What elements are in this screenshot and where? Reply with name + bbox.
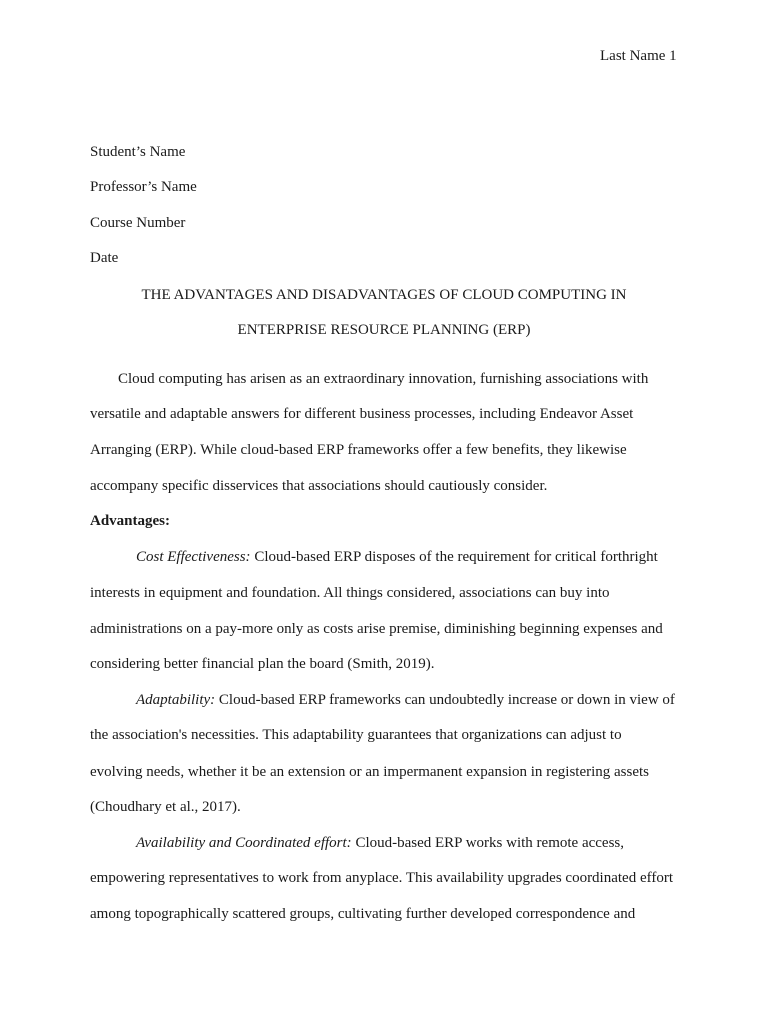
availability-line-2: empowering representatives to work from anyplace. This availability upgrades coordinated effort xyxy=(90,870,674,886)
course-number: Course Number xyxy=(90,215,186,231)
adaptability-line-3: evolving needs, whether it be an extension or an impermanent expansion in registering assets xyxy=(90,764,650,780)
availability-line-3: among topographically scattered groups, cultivating further developed correspondence and xyxy=(90,906,636,922)
cost-effectiveness-line-2: interests in equipment and foundation. All things considered, associations can buy into xyxy=(90,585,610,601)
adaptability-line-2: the association's necessities. This adaptability guarantees that organizations can adjust to xyxy=(90,727,622,743)
running-head: Last Name 1 xyxy=(600,48,677,64)
intro-line-1: Cloud computing has arisen as an extraordinary innovation, furnishing associations with xyxy=(118,371,649,387)
intro-line-3: Arranging (ERP). While cloud-based ERP frameworks offer a few benefits, they likewise xyxy=(90,442,627,458)
student-name: Student’s Name xyxy=(90,144,186,160)
date: Date xyxy=(90,250,119,266)
availability-label: Availability and Coordinated effort: xyxy=(136,835,352,851)
professor-name: Professor’s Name xyxy=(90,179,197,195)
title-line-2: ENTERPRISE RESOURCE PLANNING (ERP) xyxy=(237,322,531,338)
availability-text: Cloud-based ERP works with remote access, xyxy=(351,835,624,851)
intro-line-4: accompany specific disservices that associations should cautiously consider. xyxy=(90,478,548,494)
adaptability-line-1 xyxy=(136,690,675,710)
intro-line-2: versatile and adaptable answers for different business processes, including Endeavor Asset xyxy=(90,406,634,422)
cost-effectiveness-line-3: administrations on a pay-more only as costs arise premise, diminishing beginning expenses and xyxy=(90,621,663,637)
cost-effectiveness-line-1 xyxy=(136,547,658,567)
cost-effectiveness-line-4: considering better financial plan the board (Smith, 2019). xyxy=(90,656,435,672)
availability-line-1 xyxy=(136,833,624,853)
cost-effectiveness-text: Cloud-based ERP disposes of the requirement for critical forthright xyxy=(250,549,658,565)
cost-effectiveness-label: Cost Effectiveness: xyxy=(136,549,251,565)
advantages-heading: Advantages: xyxy=(90,513,171,529)
adaptability-line-4: (Choudhary et al., 2017). xyxy=(90,799,241,815)
title-line-1: THE ADVANTAGES AND DISADVANTAGES OF CLOUD COMPUTING IN xyxy=(141,287,627,303)
adaptability-text: Cloud-based ERP frameworks can undoubtedly increase or down in view of xyxy=(215,692,675,708)
adaptability-label: Adaptability: xyxy=(136,692,216,708)
